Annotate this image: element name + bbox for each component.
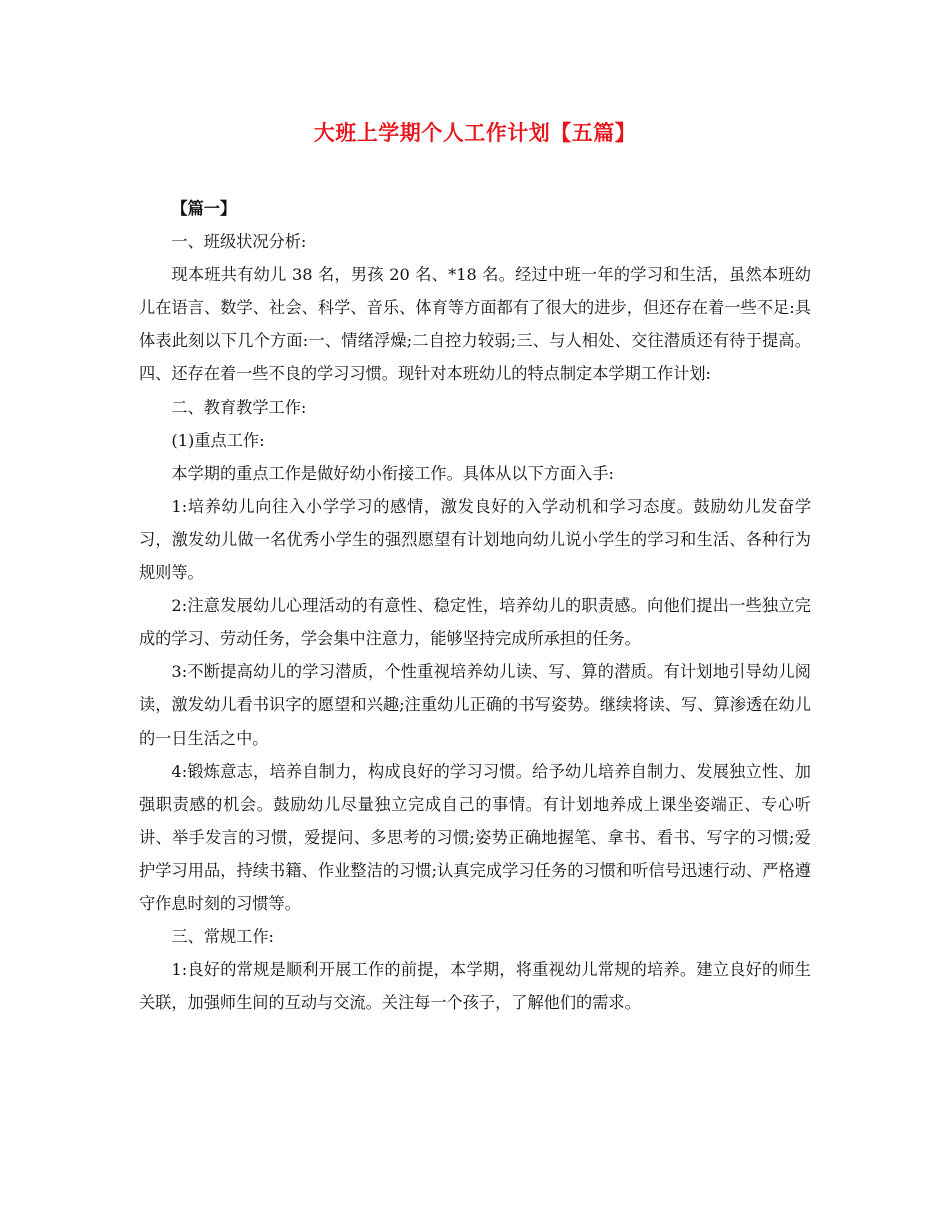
paragraph: 一、班级状况分析: — [171, 232, 307, 252]
section-heading: 【篇一】 — [171, 199, 237, 218]
paragraph: (1)重点工作: — [171, 430, 265, 450]
document-title: 大班上学期个人工作计划【五篇】 — [313, 120, 637, 145]
paragraph: 4:锻炼意志，培养自制力，构成良好的学习习惯。给予幼儿培养自制力、发展独立性、加强职责感的机会。鼓励幼儿尽量独立完成自己的事情。有计划地养成上课坐姿端正、专心听讲、举手发言的习惯，爱提问、多思考的习惯;姿势正确地握笔、拿书、看书、写字的习惯;爱护学习用品，持续书籍、作业整洁的习惯;认真完成学习任务的习惯和听信号迅速行动、严格遵守作息时刻的习惯等。 — [139, 761, 811, 913]
paragraph: 本学期的重点工作是做好幼小衔接工作。具体从以下方面入手: — [171, 463, 614, 483]
paragraph: 2:注意发展幼儿心理活动的有意性、稳定性，培养幼儿的职责感。向他们提出一些独立完成的学习、劳动任务，学会集中注意力，能够坚持完成所承担的任务。 — [139, 596, 811, 649]
document-body — [139, 192, 811, 1019]
paragraph: 二、教育教学工作: — [171, 397, 307, 417]
paragraph: 3:不断提高幼儿的学习潜质，个性重视培养幼儿读、写、算的潜质。有计划地引导幼儿阅读，激发幼儿看书识字的愿望和兴趣;注重幼儿正确的书写姿势。继续将读、写、算渗透在幼儿的一日生活之中。 — [139, 662, 811, 748]
paragraph: 1:培养幼儿向往入小学学习的感情，激发良好的入学动机和学习态度。鼓励幼儿发奋学习，激发幼儿做一名优秀小学生的强烈愿望有计划地向幼儿说小学生的学习和生活、各种行为规则等。 — [139, 496, 811, 583]
paragraph: 三、常规工作: — [171, 927, 274, 947]
paragraph: 现本班共有幼儿 38 名，男孩 20 名、*18 名。经过中班一年的学习和生活，虽然本班幼儿在语言、数学、社会、科学、音乐、体育等方面都有了很大的进步，但还存在着一些不足:具体表此刻以下几个方面:一、情绪浮燥;二自控力较弱;三、与人相处、交往潜质还有待于提高。四、还存在着一些不良的学习习惯。现针对本班幼儿的特点制定本学期工作计划: — [139, 265, 811, 384]
paragraph: 1:良好的常规是顺利开展工作的前提，本学期，将重视幼儿常规的培养。建立良好的师生关联，加强师生间的互动与交流。关注每一个孩子，了解他们的需求。 — [139, 960, 811, 1013]
